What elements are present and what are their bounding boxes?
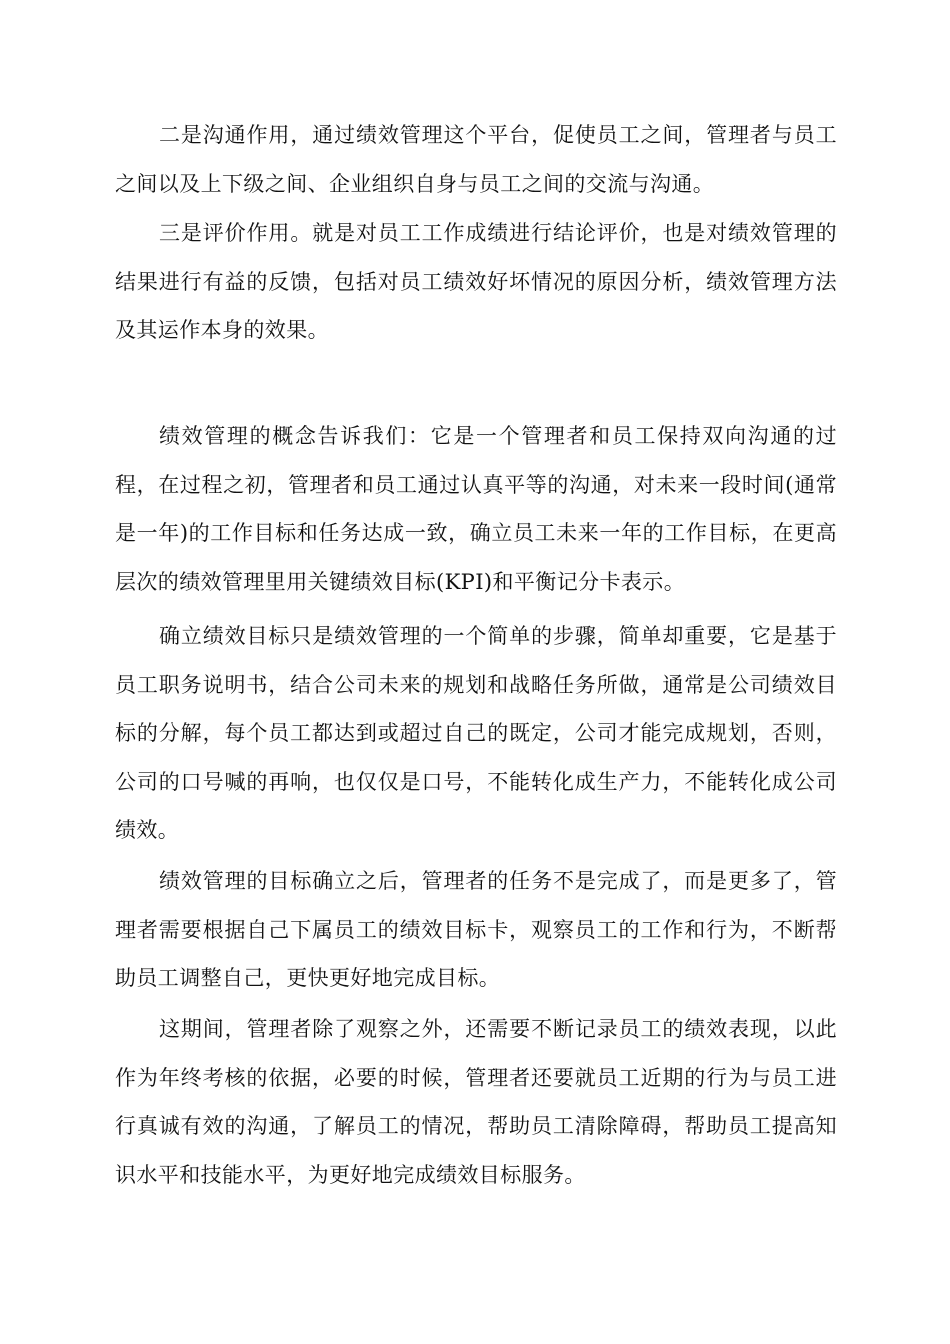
paragraph-goal-setting: 确立绩效目标只是绩效管理的一个简单的步骤，简单却重要，它是基于员工职务说明书，结合公司未来的规划和战略任务所做，通常是公司绩效目标的分解，每个员工都达到或超过自己的既定，公司才能完成规划，否则，公司的口号喊的再响，也仅仅是口号，不能转化成生产力，不能转化成公司绩效。 <box>115 624 837 842</box>
paragraph-evaluation-role: 三是评价作用。就是对员工工作成绩进行结论评价，也是对绩效管理的结果进行有益的反馈，包括对员工绩效好坏情况的原因分析，绩效管理方法及其运作本身的效果。 <box>115 221 837 342</box>
paragraph-manager-tasks: 绩效管理的目标确立之后，管理者的任务不是完成了，而是更多了，管理者需要根据自己下属员工的绩效目标卡，观察员工的工作和行为，不断帮助员工调整自己，更快更好地完成目标。 <box>115 869 837 990</box>
paragraph-communication-role: 二是沟通作用，通过绩效管理这个平台，促使员工之间，管理者与员工之间以及上下级之间、企业组织自身与员工之间的交流与沟通。 <box>115 123 837 196</box>
paragraph-recording-performance: 这期间，管理者除了观察之外，还需要不断记录员工的绩效表现，以此作为年终考核的依据，必要的时候，管理者还要就员工近期的行为与员工进行真诚有效的沟通，了解员工的情况，帮助员工清除障碍，帮助员工提高知识水平和技能水平，为更好地完成绩效目标服务。 <box>115 1017 837 1187</box>
paragraph-performance-concept: 绩效管理的概念告诉我们：它是一个管理者和员工保持双向沟通的过程，在过程之初，管理者和员工通过认真平等的沟通，对未来一段时间(通常是一年)的工作目标和任务达成一致，确立员工未来一年的工作目标，在更高层次的绩效管理里用关键绩效目标(KPI)和平衡记分卡表示。 <box>115 424 837 594</box>
